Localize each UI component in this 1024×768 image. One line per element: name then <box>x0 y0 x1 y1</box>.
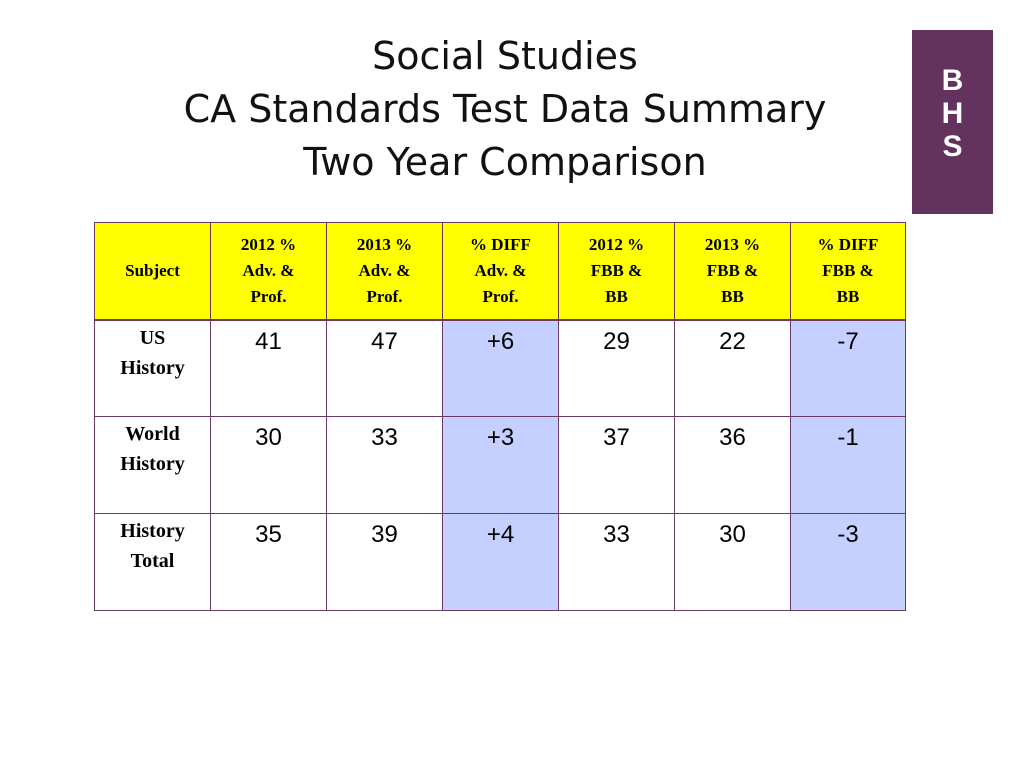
header-2012-fbb-bb-l1: 2012 % <box>588 234 645 254</box>
subject-line-1: World <box>125 423 180 445</box>
header-2012-adv-prof-l2: Adv. & <box>242 260 295 280</box>
subject-line-1: US <box>139 326 166 349</box>
value-2012-adv-prof: 35 <box>211 514 327 611</box>
value-2012-adv-prof: 41 <box>211 320 327 417</box>
slide-title <box>100 30 910 189</box>
value-diff-adv-prof: +3 <box>443 417 559 514</box>
value-diff-fbb-bb: -7 <box>791 320 906 417</box>
header-2013-adv-prof-l3: Prof. <box>366 286 403 306</box>
header-2012-fbb-bb <box>559 223 675 320</box>
header-2013-adv-prof-l2: Adv. & <box>358 260 411 280</box>
value-diff-fbb-bb: -1 <box>791 417 906 514</box>
value-2013-fbb-bb: 36 <box>675 417 791 514</box>
subject-cell <box>95 514 211 611</box>
value-2012-adv-prof: 30 <box>211 417 327 514</box>
header-diff-adv-prof-l3: Prof. <box>482 286 519 306</box>
subject-line-2: History <box>120 453 185 475</box>
value-diff-adv-prof: +4 <box>443 514 559 611</box>
title-line-3: Two Year Comparison <box>303 140 707 184</box>
value-diff-adv-prof: +6 <box>443 320 559 417</box>
header-2013-adv-prof-l1: 2013 % <box>356 234 413 254</box>
header-diff-adv-prof-l1: % DIFF <box>470 234 531 254</box>
value-diff-fbb-bb: -3 <box>791 514 906 611</box>
header-diff-adv-prof <box>443 223 559 320</box>
header-diff-adv-prof-l2: Adv. & <box>474 260 527 280</box>
header-2013-fbb-bb-l2: FBB & <box>706 260 759 280</box>
value-2013-adv-prof: 39 <box>327 514 443 611</box>
table-row-us-history <box>95 320 906 417</box>
title-line-2: CA Standards Test Data Summary <box>183 87 827 131</box>
header-subject-label: Subject <box>125 260 180 280</box>
school-badge <box>912 30 993 214</box>
subject-cell <box>95 320 211 417</box>
value-2012-fbb-bb: 33 <box>559 514 675 611</box>
badge-letter-s: S <box>942 130 963 163</box>
value-2012-fbb-bb: 29 <box>559 320 675 417</box>
header-2012-fbb-bb-l3: BB <box>605 286 628 306</box>
header-diff-fbb-bb-l2: FBB & <box>822 260 874 280</box>
table-row-history-total <box>95 514 906 611</box>
subject-line-2: Total <box>130 550 175 572</box>
value-2013-adv-prof: 47 <box>327 320 443 417</box>
header-subject <box>95 223 211 320</box>
subject-cell <box>95 417 211 514</box>
value-2013-adv-prof: 33 <box>327 417 443 514</box>
header-2013-fbb-bb-l1: 2013 % <box>704 234 761 254</box>
badge-letter-b: B <box>941 64 964 97</box>
header-diff-fbb-bb-l3: BB <box>836 286 860 306</box>
value-2012-fbb-bb: 37 <box>559 417 675 514</box>
value-2013-fbb-bb: 22 <box>675 320 791 417</box>
header-diff-fbb-bb-l1: % DIFF <box>817 234 879 254</box>
header-2012-adv-prof-l1: 2012 % <box>240 234 297 254</box>
title-line-1: Social Studies <box>372 34 638 78</box>
header-diff-fbb-bb <box>791 223 906 320</box>
data-summary-table <box>94 222 906 611</box>
header-2013-fbb-bb-l3: BB <box>721 286 744 306</box>
header-2012-adv-prof <box>211 223 327 320</box>
value-2013-fbb-bb: 30 <box>675 514 791 611</box>
header-2013-fbb-bb <box>675 223 791 320</box>
table-row-world-history <box>95 417 906 514</box>
subject-line-1: History <box>120 520 185 542</box>
header-row <box>95 223 906 320</box>
subject-line-2: History <box>120 356 185 379</box>
badge-letter-h: H <box>941 97 964 130</box>
header-2012-adv-prof-l3: Prof. <box>250 286 287 306</box>
header-2012-fbb-bb-l2: FBB & <box>590 260 643 280</box>
header-2013-adv-prof <box>327 223 443 320</box>
